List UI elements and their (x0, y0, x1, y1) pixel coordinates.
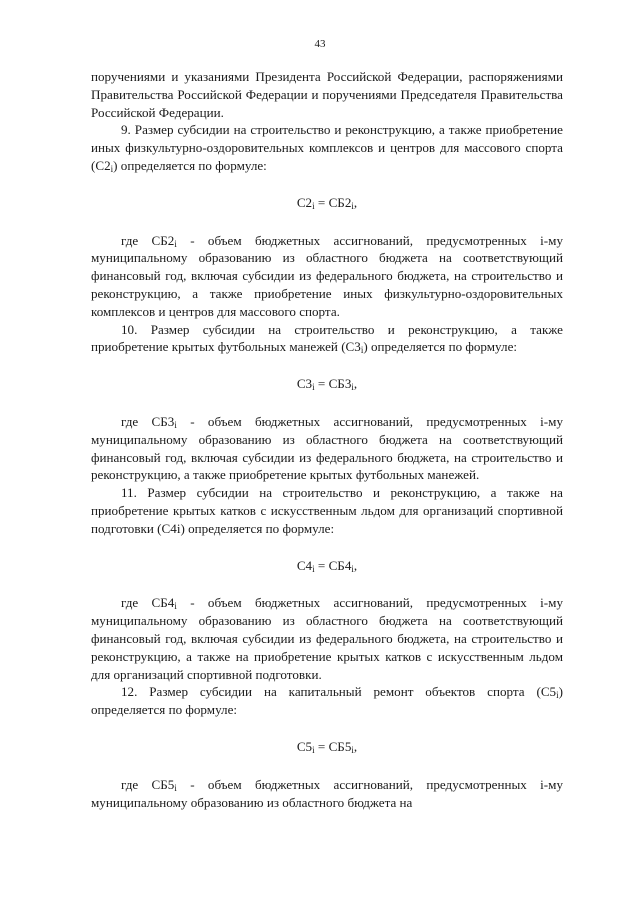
formula-c3-lhs-sub: i (312, 382, 315, 393)
formula-c5-rhs: СБ5 (328, 738, 352, 754)
where-sb2-start: где СБ2 (121, 232, 175, 248)
formula-c5-end: , (353, 738, 358, 754)
where-sb2-rest: - объем бюджетных ассигнований, предусмотренных i-му муниципальному образованию из областного бюджета на соответствующий финансовый год, включая субсидии из федерального бюджета, на строительство и реконструкцию, а также приобретение иных физкультурно-оздоровительных комплексов и центров для массового спорта. (91, 232, 563, 319)
where-sb3-sub: i (174, 419, 177, 430)
paragraph-11: 11. Размер субсидии на строительство и реконструкцию, а также на приобретение крытых катков с искусственным льдом для организаций спортивной подготовки (С4i) определяется по формуле: (91, 485, 563, 536)
formula-c2-end: , (353, 194, 358, 210)
formula-c4 (91, 557, 563, 575)
formula-c4-eq: = (314, 557, 329, 573)
formula-c2-rhs-sub: i (351, 200, 354, 211)
paragraph-9-text: 9. Размер субсидии на строительство и реконструкцию, а также приобретение иных физкультурно-оздоровительных комплексов и центров для массового спорта (С2 (91, 122, 563, 173)
where-sb4 (91, 594, 563, 683)
formula-c3-end: , (353, 376, 358, 392)
where-sb5 (91, 776, 563, 812)
where-sb4-start: где СБ4 (121, 595, 175, 611)
formula-c3-lhs: С3 (296, 376, 313, 392)
where-sb3-start: где СБ3 (121, 413, 175, 429)
formula-c5-lhs: С5 (296, 738, 313, 754)
paragraph-10-text: 10. Размер субсидии на строительство и реконструкцию, а также приобретение крытых футбольных манежей (С3 (91, 321, 563, 355)
paragraph-10-tail: ) определяется по формуле: (363, 339, 518, 355)
paragraph-9-subscript: i (110, 163, 114, 174)
paragraph-continuation: поручениями и указаниями Президента Российской Федерации, распоряжениями Правительства Российской Федерации и поручениями Председателя Правительства Российской Федерации. (91, 69, 563, 120)
formula-c4-end: , (353, 557, 358, 573)
paragraph-9-tail: ) определяется по формуле: (113, 157, 267, 173)
paragraph-10-subscript: i (360, 345, 364, 356)
where-sb2-sub: i (174, 238, 177, 249)
paragraph-9 (91, 121, 563, 174)
paragraph-12 (91, 683, 563, 719)
where-sb3-rest: - объем бюджетных ассигнований, предусмотренных i-му муниципальному образованию из областного бюджета на соответствующий финансовый год, включая субсидии из федерального бюджета, на строительство и реконструкцию, а также приобретение крытых футбольных манежей. (91, 413, 563, 483)
where-sb4-rest: - объем бюджетных ассигнований, предусмотренных i-му муниципальному образованию из областного бюджета на соответствующий финансовый год, включая субсидии из федерального бюджета, на строительство и реконструкцию, а также на приобретение крытых катков с искусственным льдом для организаций спортивной подготовки. (91, 595, 563, 682)
formula-c2-lhs-sub: i (312, 200, 315, 211)
where-sb5-sub: i (174, 782, 177, 793)
where-sb5-rest: - объем бюджетных ассигнований, предусмотренных i-му муниципальному образованию из областного бюджета на (91, 776, 563, 810)
formula-c2-eq: = (314, 194, 329, 210)
formula-c3 (91, 375, 563, 393)
paragraph-12-text: 12. Размер субсидии на капитальный ремонт объектов спорта (С5 (121, 684, 557, 700)
paragraph-12-tail: ) определяется по формуле: (91, 684, 563, 718)
formula-c2-rhs: СБ2 (328, 194, 352, 210)
where-sb4-sub: i (174, 601, 177, 612)
paragraph-12-subscript: i (556, 690, 559, 701)
formula-c4-lhs-sub: i (312, 563, 315, 574)
formula-c5-rhs-sub: i (351, 744, 354, 755)
formula-c4-rhs: СБ4 (328, 557, 352, 573)
formula-c5 (91, 738, 563, 756)
formula-c3-rhs: СБ3 (328, 376, 352, 392)
formula-c4-rhs-sub: i (351, 563, 354, 574)
where-sb3 (91, 413, 563, 484)
formula-c4-lhs: С4 (296, 557, 313, 573)
formula-c5-eq: = (314, 738, 329, 754)
where-sb5-start: где СБ5 (121, 776, 175, 792)
formula-c3-rhs-sub: i (351, 382, 354, 393)
formula-c3-eq: = (314, 376, 329, 392)
formula-c2 (91, 194, 563, 212)
paragraph-10 (91, 321, 563, 357)
where-sb2 (91, 232, 563, 321)
document-body (91, 68, 563, 811)
formula-c2-lhs: С2 (296, 194, 313, 210)
formula-c5-lhs-sub: i (312, 744, 315, 755)
page-number: 43 (314, 38, 326, 50)
